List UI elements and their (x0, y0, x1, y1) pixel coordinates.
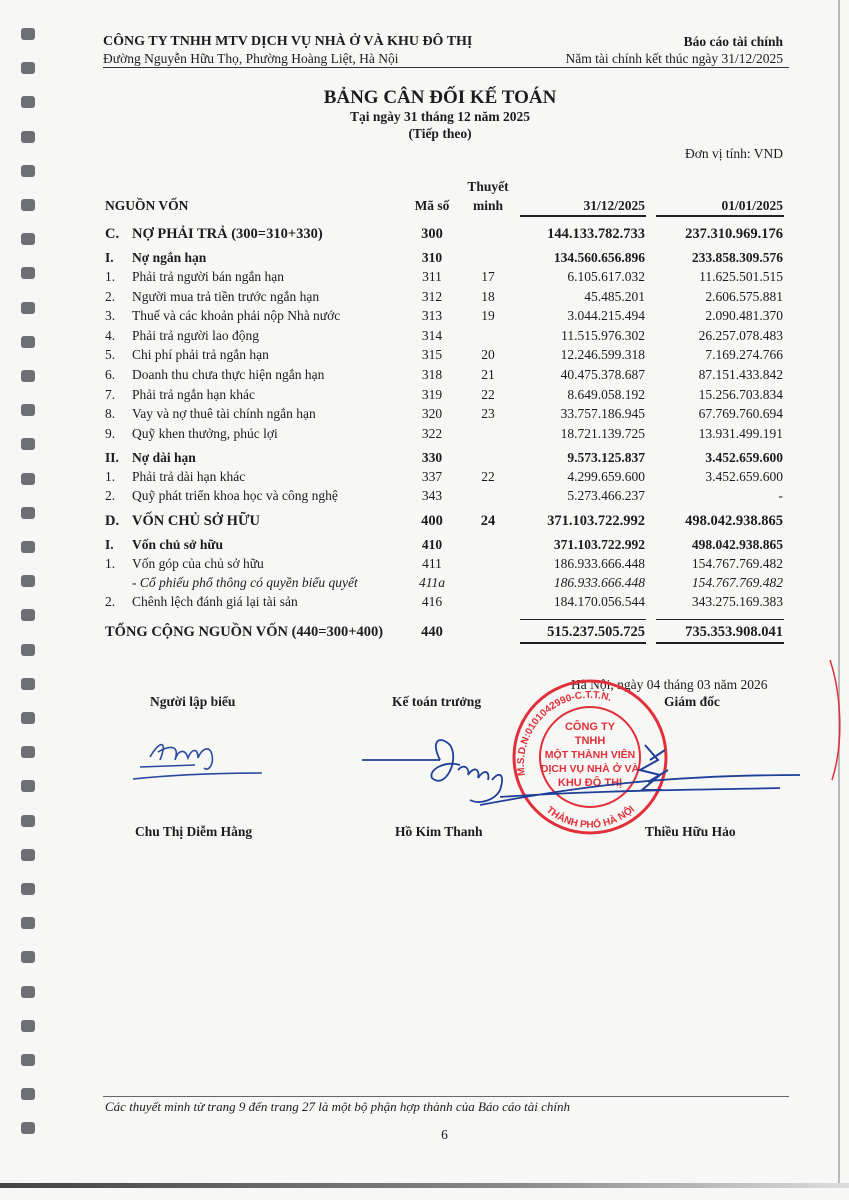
row-prefix: I. (105, 537, 114, 552)
svg-text:CÔNG TY: CÔNG TY (564, 721, 616, 733)
row-label: - Cổ phiếu phổ thông có quyền biểu quyết (132, 575, 358, 590)
stamp (514, 681, 666, 833)
row-note: 22 (481, 469, 495, 484)
row-prefix: 2. (105, 488, 116, 503)
row-value-prior: 13.931.499.191 (698, 426, 783, 441)
row-prefix: 3. (105, 308, 116, 323)
row-value-current: 186.933.666.448 (553, 556, 645, 571)
row-label: VỐN CHỦ SỞ HỮU (132, 513, 260, 529)
row-value-prior: 154.767.769.482 (691, 556, 783, 571)
report-type: Báo cáo tài chính (683, 34, 783, 49)
company-name: CÔNG TY TNHH MTV DỊCH VỤ NHÀ Ở VÀ KHU ĐÔ THỊ (103, 34, 473, 49)
row-value-current: 134.560.656.896 (553, 250, 645, 265)
director-title: Giám đốc (664, 694, 720, 709)
svg-text:TNHH: TNHH (574, 735, 606, 747)
svg-text:MỘT THÀNH VIÊN: MỘT THÀNH VIÊN (544, 749, 636, 761)
row-value-current: 144.133.782.733 (547, 226, 645, 242)
row-value-prior: 498.042.938.865 (691, 537, 783, 552)
adjacent-stamp-fragment (830, 660, 840, 780)
document-title: BẢNG CÂN ĐỐI KẾ TOÁN (323, 87, 557, 108)
svg-text:M.S.D.N:0101042990-C.T.T.N.: M.S.D.N:0101042990-C.T.T.N. (515, 689, 613, 777)
row-value-current: 33.757.186.945 (560, 406, 645, 421)
row-note: 18 (481, 289, 495, 304)
company-address: Đường Nguyễn Hữu Thọ, Phường Hoàng Liệt, Hà Nội (103, 51, 399, 66)
row-value-current: 371.103.722.992 (547, 513, 645, 529)
row-value-prior: 2.606.575.881 (705, 289, 783, 304)
row-prefix: II. (105, 450, 119, 465)
row-value-prior: 735.353.908.041 (685, 624, 783, 640)
row-label: Chi phí phải trả ngắn hạn (132, 347, 269, 362)
report-date: Tại ngày 31 tháng 12 năm 2025 (349, 109, 531, 124)
column-header-current: 31/12/2025 (583, 198, 645, 213)
row-value-prior: 498.042.938.865 (685, 513, 783, 529)
row-value-current: 9.573.125.837 (567, 450, 645, 465)
fiscal-year: Năm tài chính kết thúc ngày 31/12/2025 (565, 51, 783, 66)
row-value-prior: 3.452.659.600 (705, 469, 783, 484)
row-prefix: 2. (105, 594, 116, 609)
row-label: Doanh thu chưa thực hiện ngắn hạn (132, 367, 325, 382)
row-value-current: 515.237.505.725 (547, 624, 645, 640)
currency-unit: Đơn vị tính: VND (684, 146, 783, 161)
row-note: 19 (481, 308, 495, 323)
row-value-prior: 26.257.078.483 (698, 328, 783, 343)
column-header-prior: 01/01/2025 (721, 198, 783, 213)
row-label: Người mua trả tiền trước ngắn hạn (132, 289, 320, 304)
svg-text:THÀNH PHỐ HÀ NỘI: THÀNH PHỐ HÀ NỘI (543, 804, 637, 831)
row-label: Phải trả dài hạn khác (132, 469, 246, 484)
row-value-current: 45.485.201 (584, 289, 645, 304)
row-label: Vay và nợ thuê tài chính ngắn hạn (132, 406, 316, 421)
row-value-prior: 154.767.769.482 (691, 575, 783, 590)
row-label: Chênh lệch đánh giá lại tài sản (132, 594, 298, 609)
row-value-current: 3.044.215.494 (567, 308, 645, 323)
row-code: 343 (421, 488, 443, 503)
row-value-prior: 7.169.274.766 (705, 347, 783, 362)
row-code: 410 (421, 537, 443, 552)
row-label: Thuế và các khoản phải nộp Nhà nước (132, 308, 341, 323)
row-code: 411a (419, 575, 445, 590)
row-label: Phải trả người bán ngắn hạn (132, 269, 285, 284)
director-name: Thiều Hữu Hảo (645, 824, 736, 839)
row-prefix: 4. (105, 328, 116, 343)
row-code: 319 (421, 387, 443, 402)
row-note: 22 (481, 387, 495, 402)
place-date: Hà Nội, ngày 04 tháng 03 năm 2026 (571, 677, 768, 692)
svg-text:DỊCH VỤ NHÀ Ở VÀ: DỊCH VỤ NHÀ Ở VÀ (540, 763, 640, 775)
row-label: Quỹ phát triển khoa học và công nghệ (132, 488, 338, 503)
row-label: NỢ PHẢI TRẢ (300=310+330) (132, 226, 323, 242)
row-code: 313 (421, 308, 443, 323)
row-prefix: 2. (105, 289, 116, 304)
row-value-prior: - (778, 488, 783, 503)
row-note: 17 (481, 269, 495, 284)
svg-text:KHU ĐÔ THỊ: KHU ĐÔ THỊ (557, 777, 623, 789)
row-label: Phải trả ngắn hạn khác (132, 387, 255, 402)
row-label: TỔNG CỘNG NGUỒN VỐN (440=300+400) (105, 624, 384, 640)
row-code: 300 (421, 226, 443, 242)
chief-accountant-name: Hồ Kim Thanh (395, 824, 483, 839)
row-value-current: 6.105.617.032 (567, 269, 645, 284)
row-value-current: 11.515.976.302 (561, 328, 645, 343)
row-prefix: 9. (105, 426, 116, 441)
row-prefix: I. (105, 250, 114, 265)
row-code: 320 (421, 406, 443, 421)
row-note: 24 (480, 513, 496, 529)
row-value-prior: 237.310.969.176 (685, 226, 783, 242)
column-header-note-line2: minh (472, 198, 503, 213)
preparer-name: Chu Thị Diễm Hằng (135, 824, 253, 839)
continued-label: (Tiếp theo) (408, 126, 472, 141)
row-value-current: 186.933.666.448 (553, 575, 645, 590)
row-label: Vốn chủ sở hữu (132, 537, 223, 552)
row-code: 400 (421, 513, 443, 529)
row-value-current: 5.273.466.237 (567, 488, 645, 503)
chief-accountant-title: Kế toán trưởng (392, 694, 482, 709)
row-value-current: 184.170.056.544 (553, 594, 645, 609)
row-value-prior: 3.452.659.600 (705, 450, 783, 465)
row-code: 411 (422, 556, 442, 571)
row-prefix: 1. (105, 556, 116, 571)
row-prefix: 1. (105, 269, 116, 284)
row-value-prior: 343.275.169.383 (691, 594, 783, 609)
row-label: Phải trả người lao động (132, 328, 259, 343)
row-prefix: D. (105, 513, 120, 529)
row-prefix: 7. (105, 387, 116, 402)
row-value-prior: 15.256.703.834 (698, 387, 783, 402)
row-value-current: 12.246.599.318 (560, 347, 645, 362)
row-code: 315 (421, 347, 443, 362)
row-prefix: 1. (105, 469, 116, 484)
row-code: 311 (422, 269, 442, 284)
column-header-label: NGUỒN VỐN (105, 198, 189, 213)
row-label: Nợ ngắn hạn (132, 250, 207, 265)
row-note: 23 (481, 406, 495, 421)
row-code: 310 (421, 250, 443, 265)
footer-divider (103, 1096, 789, 1097)
row-prefix: 5. (105, 347, 116, 362)
row-code: 330 (421, 450, 443, 465)
row-prefix: 6. (105, 367, 116, 382)
row-label: Quỹ khen thưởng, phúc lợi (132, 426, 278, 441)
row-code: 440 (421, 624, 443, 640)
row-label: Vốn góp của chủ sở hữu (132, 556, 264, 571)
row-value-prior: 87.151.433.842 (698, 367, 783, 382)
row-code: 318 (421, 367, 443, 382)
row-note: 20 (481, 347, 495, 362)
preparer-signature (133, 745, 262, 779)
row-code: 322 (421, 426, 443, 441)
row-value-prior: 67.769.760.694 (698, 406, 783, 421)
row-label: Nợ dài hạn (132, 450, 196, 465)
footer-note: Các thuyết minh từ trang 9 đến trang 27 là một bộ phận hợp thành của Báo cáo tài chính (105, 1099, 571, 1114)
row-code: 337 (421, 469, 443, 484)
row-code: 312 (421, 289, 443, 304)
row-value-prior: 11.625.501.515 (699, 269, 783, 284)
column-header-note-line1: Thuyết (467, 179, 509, 194)
row-value-current: 4.299.659.600 (567, 469, 645, 484)
preparer-title: Người lập biểu (150, 694, 236, 709)
row-value-current: 18.721.139.725 (560, 426, 645, 441)
row-code: 416 (421, 594, 443, 609)
row-value-current: 40.475.378.687 (560, 367, 645, 382)
row-value-prior: 2.090.481.370 (705, 308, 783, 323)
row-value-current: 8.649.058.192 (567, 387, 645, 402)
column-header-code: Mã số (414, 198, 450, 213)
row-code: 314 (421, 328, 443, 343)
row-prefix: 8. (105, 406, 116, 421)
row-value-prior: 233.858.309.576 (691, 250, 783, 265)
row-note: 21 (481, 367, 495, 382)
row-value-current: 371.103.722.992 (553, 537, 645, 552)
page-number: 6 (441, 1127, 448, 1142)
row-prefix: C. (105, 226, 120, 242)
